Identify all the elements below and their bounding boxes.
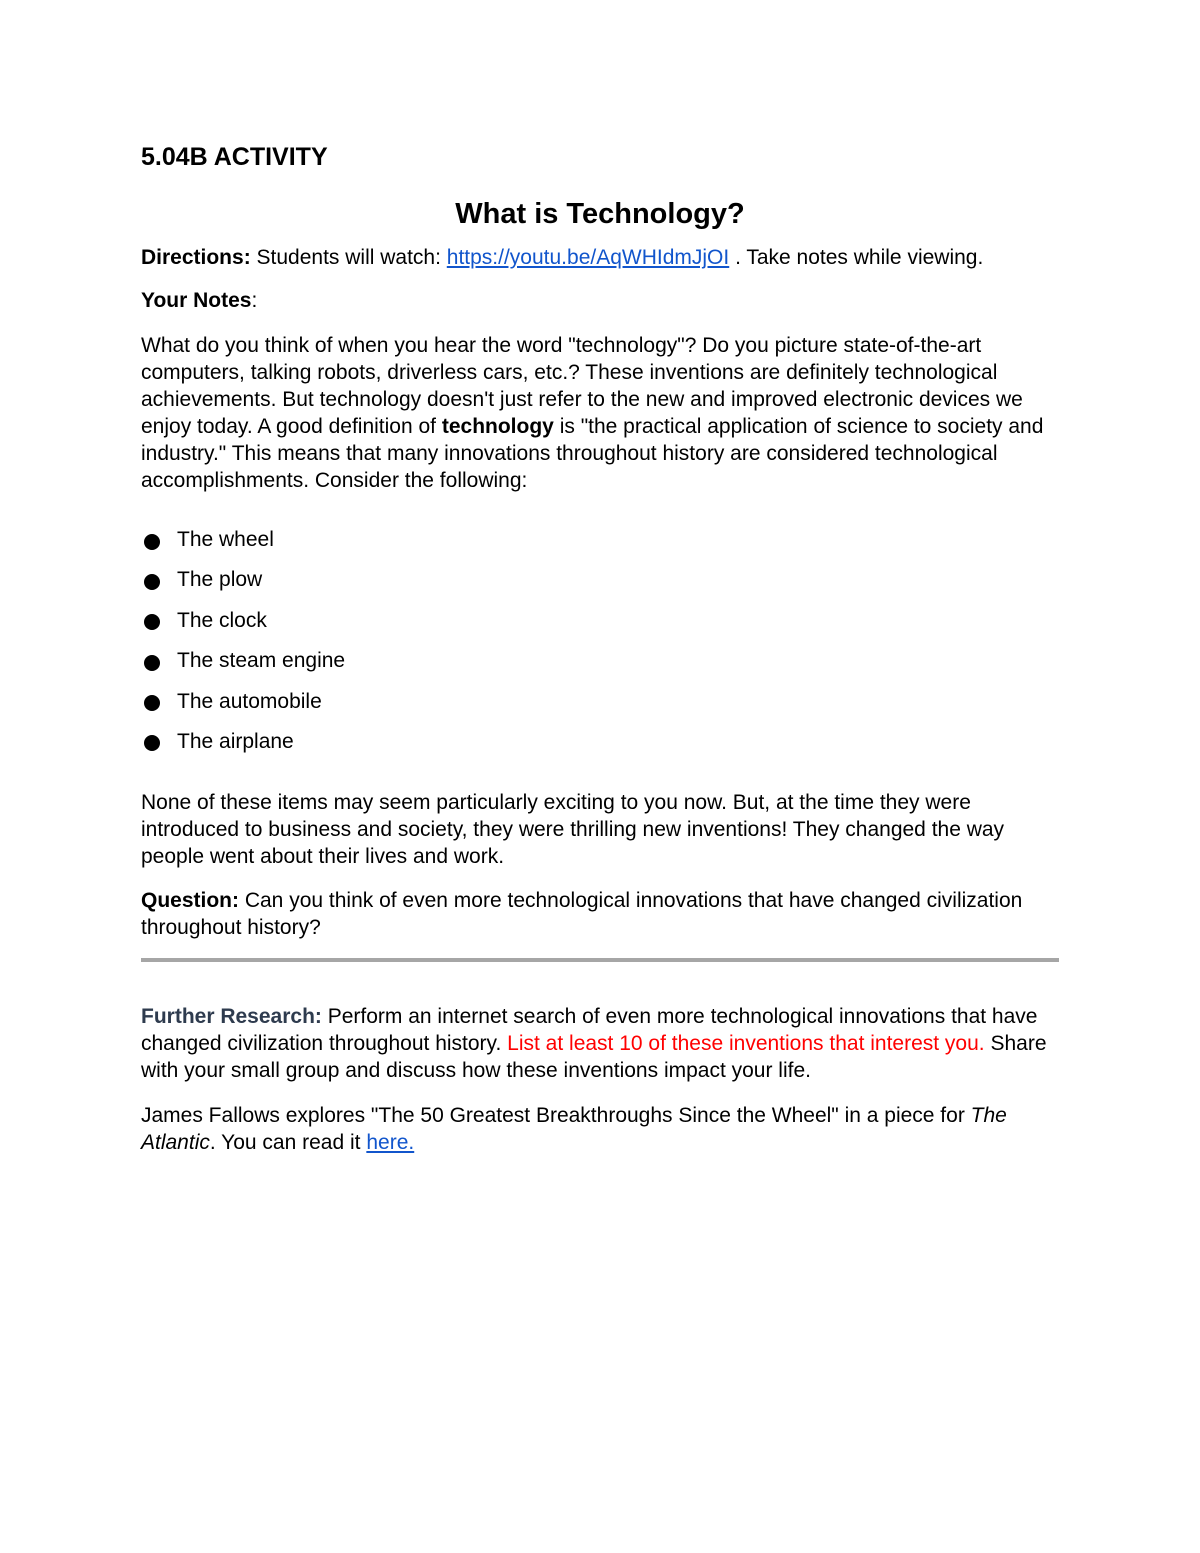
list-item-label: The airplane bbox=[177, 729, 294, 753]
list-item-label: The steam engine bbox=[177, 649, 346, 673]
notes-heading-label: Your Notes bbox=[141, 289, 252, 312]
question-label: Question: bbox=[141, 888, 239, 912]
notes-text-after: is "the practical application of science to society and industry." This means that many innovations throughout history are considered technological accomplishments. Consider the following: bbox=[141, 415, 1044, 492]
directions-paragraph bbox=[141, 244, 1059, 271]
notes-heading-colon: : bbox=[251, 289, 258, 312]
bullet-icon bbox=[144, 614, 160, 630]
research-paragraph bbox=[141, 1003, 1059, 1084]
fallows-paragraph bbox=[141, 1102, 1059, 1156]
list-item bbox=[141, 728, 1059, 755]
publication-name: The Atlantic bbox=[141, 1103, 1007, 1154]
question-text: Can you think of even more technological innovations that have changed civilization throughout history? bbox=[141, 888, 1023, 939]
question-paragraph bbox=[141, 887, 1059, 941]
notes-heading bbox=[141, 287, 1059, 314]
directions-label: Directions: bbox=[141, 246, 251, 269]
notes-paragraph bbox=[141, 332, 1059, 494]
list-item bbox=[141, 526, 1059, 553]
bullet-icon bbox=[144, 534, 160, 550]
list-item-label: The automobile bbox=[177, 689, 322, 713]
research-text-after: Share with your small group and discuss how these inventions impact your life. bbox=[141, 1031, 1047, 1082]
page-title: What is Technology? bbox=[455, 198, 745, 230]
list-item bbox=[141, 566, 1059, 593]
notes-text: What do you think of when you hear the word "technology"? Do you picture state-of-the-art computers, talking robots, driverless cars, etc.? These inventions are definitely technological achievements. But technology doesn't just refer to the new and improved electronic devices we enjoy today. A good definition of bbox=[141, 334, 1023, 438]
directions-text-after: . Take notes while viewing. bbox=[729, 246, 984, 269]
article-link[interactable]: here. bbox=[366, 1130, 415, 1154]
bullet-icon bbox=[144, 695, 160, 711]
bullet-icon bbox=[144, 655, 160, 671]
research-text: Perform an internet search of even more technological innovations that have changed civilization throughout history. bbox=[141, 1004, 1038, 1055]
activity-label: 5.04B ACTIVITY bbox=[141, 143, 328, 171]
list-item bbox=[141, 647, 1059, 674]
closing-paragraph: None of these items may seem particularly exciting to you now. But, at the time they were introduced to business and society, they were thrilling new inventions! They changed the way people went about their lives and work. bbox=[141, 790, 1005, 868]
inventions-list bbox=[141, 526, 1059, 755]
technology-term: technology bbox=[441, 415, 554, 438]
document-page bbox=[141, 140, 1059, 1156]
research-requirement: List at least 10 of these inventions that interest you. bbox=[507, 1031, 985, 1055]
video-link[interactable]: https://youtu.be/AqWHIdmJjOI bbox=[446, 246, 730, 269]
list-item bbox=[141, 688, 1059, 715]
list-item bbox=[141, 607, 1059, 634]
list-item-label: The clock bbox=[177, 608, 267, 632]
directions-text: Students will watch: bbox=[250, 246, 447, 269]
list-item-label: The plow bbox=[177, 568, 263, 592]
fallows-text: James Fallows explores "The 50 Greatest Breakthroughs Since the Wheel" in a piece for bbox=[141, 1103, 971, 1127]
research-label: Further Research: bbox=[141, 1004, 322, 1028]
section-divider bbox=[141, 958, 1059, 962]
list-item-label: The wheel bbox=[177, 528, 274, 551]
bullet-icon bbox=[144, 574, 160, 590]
fallows-text-mid: . You can read it bbox=[209, 1130, 367, 1154]
bullet-icon bbox=[144, 735, 160, 751]
